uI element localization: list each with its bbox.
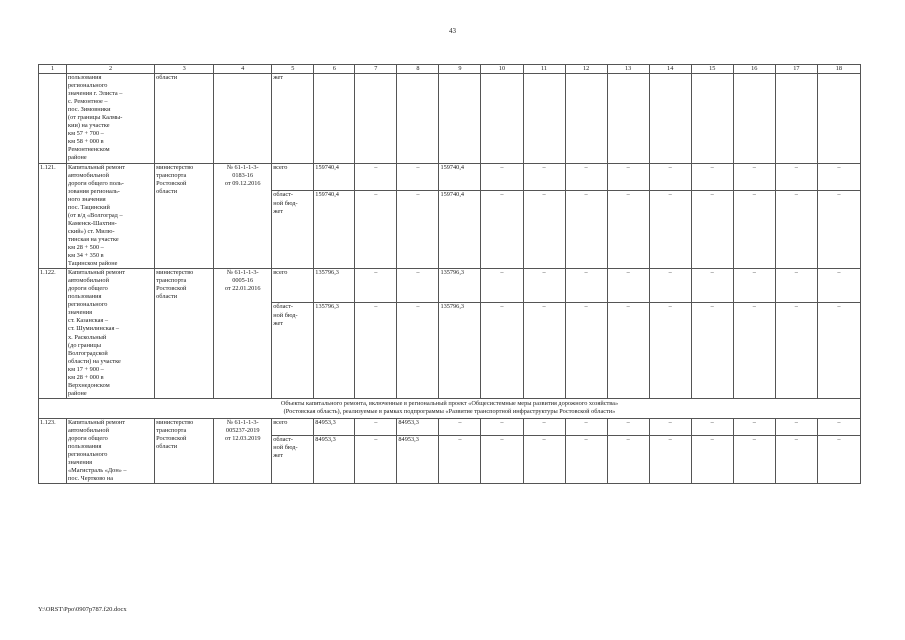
object-name-cell-line: км 34 + 350 в <box>68 252 104 260</box>
document-cell-line: 005237-2019 <box>225 426 260 434</box>
amount-cell: – <box>565 191 607 269</box>
object-name-cell-line: ст. Шумилинская – <box>68 325 120 333</box>
funding-source-cell-line: жет <box>273 319 284 327</box>
funding-source-cell <box>272 269 314 303</box>
amount-cell: – <box>607 303 649 398</box>
document-cell-line: № 61-1-1-3- <box>226 269 259 277</box>
object-name-cell-line: км 57 + 700 – <box>68 130 104 138</box>
customer-cell-line: Ростовской <box>156 285 187 293</box>
amount-cell: – <box>481 303 523 398</box>
amount-cell: – <box>355 436 397 484</box>
object-row <box>39 163 861 191</box>
object-name-cell-line: ст. Казанская – <box>68 317 108 325</box>
customer-cell-line: области <box>156 443 178 451</box>
object-name-cell-line: дороги общего <box>68 285 108 293</box>
file-path-footer: Y:\ORST\Ppo\0907p787.f20.docx <box>38 606 127 613</box>
continued-object-row <box>39 74 861 164</box>
column-header: 17 <box>775 65 817 74</box>
amount-cell <box>691 74 733 164</box>
amount-cell: – <box>565 269 607 303</box>
object-name-cell-line: Капитальный ремонт <box>68 163 126 171</box>
amount-cell <box>439 74 481 164</box>
amount-cell: – <box>649 163 691 191</box>
document-cell-line: от 09.12.2016 <box>224 179 261 187</box>
funding-source-cell-line: област- <box>273 436 294 444</box>
document-cell-line: от 22.01.2016 <box>224 285 261 293</box>
amount-cell: – <box>649 191 691 269</box>
funding-source-cell-line: всего <box>273 418 288 426</box>
amount-cell <box>314 74 355 164</box>
amount-cell: – <box>523 303 565 398</box>
customer-cell-line: области <box>156 74 178 81</box>
amount-cell: – <box>775 269 817 303</box>
customer-cell-line: области <box>156 187 178 195</box>
object-name-cell-line: ного значения <box>68 195 106 203</box>
funding-source-cell-line: всего <box>273 163 288 171</box>
amount-cell: – <box>733 303 775 398</box>
document-cell <box>214 269 272 399</box>
amount-cell: – <box>691 436 733 484</box>
customer-cell <box>155 74 214 164</box>
amount-cell: – <box>355 163 397 191</box>
funding-source-cell-line: ной бюд- <box>273 311 298 319</box>
amount-cell: – <box>397 191 439 269</box>
column-header: 2 <box>67 65 155 74</box>
total-amount-cell: 135796,3 <box>314 303 355 398</box>
amount-cell: – <box>523 269 565 303</box>
object-name-cell-line: (от в/д «Волгоград – <box>68 211 123 219</box>
column-header: 6 <box>314 65 355 74</box>
amount-cell: – <box>817 303 860 398</box>
object-name-cell-line: Волгоградской <box>68 349 108 357</box>
funding-source-cell-line: жет <box>273 452 284 460</box>
object-name-cell-line: пос. Зимовники <box>68 106 111 114</box>
object-number-cell <box>39 74 67 164</box>
column-header: 12 <box>565 65 607 74</box>
object-name-cell-line: Верхнедонском <box>68 381 110 389</box>
amount-cell: – <box>607 418 649 435</box>
section-heading-line: Объекты капитального ремонта, включенные в региональный проект «Общесистемные меры развития дорожного хозяйства» <box>280 399 619 407</box>
funding-source-cell-line: област- <box>273 303 294 311</box>
amount-cell: – <box>649 269 691 303</box>
section-heading-line: (Ростовская область), реализуемые в рамках подпрограммы «Развитие транспортной инфраструктуры Ростовской области» <box>283 408 616 416</box>
amount-cell: – <box>691 163 733 191</box>
amount-cell: – <box>817 163 860 191</box>
amount-cell: – <box>523 163 565 191</box>
object-name-cell-line: Тацинском районе <box>68 260 118 268</box>
column-header: 5 <box>272 65 314 74</box>
column-header: 9 <box>439 65 481 74</box>
customer-cell-line: транспорта <box>156 426 187 434</box>
amount-cell: – <box>397 163 439 191</box>
document-cell-line: 0005-16 <box>232 277 254 285</box>
column-header: 4 <box>214 65 272 74</box>
amount-cell: – <box>565 436 607 484</box>
amount-cell <box>733 74 775 164</box>
column-header: 13 <box>607 65 649 74</box>
amount-cell: – <box>355 418 397 435</box>
amount-cell: – <box>481 418 523 435</box>
object-name-cell <box>67 74 155 164</box>
column-header: 11 <box>523 65 565 74</box>
amount-cell: 135796,3 <box>439 269 481 303</box>
object-name-cell <box>67 269 155 399</box>
amount-cell: 159740,4 <box>439 191 481 269</box>
column-header: 14 <box>649 65 691 74</box>
funding-source-cell <box>272 303 314 398</box>
column-header: 7 <box>355 65 397 74</box>
document-cell-line: № 61-1-1-3- <box>226 418 259 426</box>
section-heading <box>39 398 861 418</box>
investment-objects-table <box>38 64 861 484</box>
document-cell <box>214 163 272 269</box>
object-name-cell-line: «Магистраль «Дон» – <box>68 467 127 475</box>
customer-cell-line: министерство <box>156 418 194 426</box>
customer-cell-line: Ростовской <box>156 434 187 442</box>
amount-cell: – <box>691 418 733 435</box>
object-number-cell: 1.122. <box>39 269 67 399</box>
object-name-cell-line: Капитальный ремонт <box>68 418 126 426</box>
page-number: 43 <box>449 27 456 35</box>
funding-source-cell <box>272 418 314 435</box>
amount-cell: – <box>775 303 817 398</box>
document-cell-line: № 61-1-1-3- <box>226 163 259 171</box>
amount-cell: 135796,3 <box>439 303 481 398</box>
amount-cell: – <box>397 269 439 303</box>
amount-cell: – <box>817 191 860 269</box>
amount-cell: – <box>649 418 691 435</box>
customer-cell-line: министерство <box>156 163 194 171</box>
object-name-cell-line: значения г. Элиста – <box>68 90 123 98</box>
object-name-cell-line: автомобильной <box>68 171 109 179</box>
amount-cell: – <box>691 303 733 398</box>
amount-cell: – <box>691 191 733 269</box>
document-cell <box>214 74 272 164</box>
object-name-cell-line: кии) на участке <box>68 122 110 130</box>
amount-cell <box>481 74 523 164</box>
amount-cell: – <box>649 436 691 484</box>
section-heading-row <box>39 398 861 418</box>
object-name-cell-line: регионального <box>68 82 108 90</box>
customer-cell-line: транспорта <box>156 171 187 179</box>
amount-cell: – <box>817 269 860 303</box>
object-name-cell-line: (от границы Калмы- <box>68 114 123 122</box>
amount-cell: – <box>523 191 565 269</box>
amount-cell: – <box>691 269 733 303</box>
object-name-cell-line: пользования <box>68 443 102 451</box>
amount-cell <box>565 74 607 164</box>
column-header: 10 <box>481 65 523 74</box>
object-name-cell-line: Каменск-Шахтин- <box>68 219 117 227</box>
amount-cell: 84953,3 <box>397 436 439 484</box>
document-cell-line: 0183-16 <box>232 171 254 179</box>
customer-cell-line: Ростовской <box>156 179 187 187</box>
object-name-cell-line: зования региональ- <box>68 187 120 195</box>
amount-cell: – <box>607 191 649 269</box>
object-name-cell-line: пользования <box>68 74 102 81</box>
object-row <box>39 269 861 303</box>
amount-cell: – <box>523 418 565 435</box>
object-name-cell-line: Ремонтненском <box>68 146 110 154</box>
amount-cell: – <box>481 191 523 269</box>
funding-source-cell-line: област- <box>273 191 294 199</box>
funding-source-cell-line: ной бюд- <box>273 199 298 207</box>
amount-cell: – <box>733 269 775 303</box>
amount-cell: – <box>439 418 481 435</box>
funding-source-cell-line: всего <box>273 269 288 277</box>
total-amount-cell: 159740,4 <box>314 163 355 191</box>
object-name-cell <box>67 418 155 483</box>
document-cell-line: от 12.03.2019 <box>224 434 261 442</box>
column-header: 16 <box>733 65 775 74</box>
funding-source-cell-line: жет <box>273 207 284 215</box>
funding-source-cell <box>272 436 314 484</box>
amount-cell: – <box>733 436 775 484</box>
column-header: 3 <box>155 65 214 74</box>
amount-cell: – <box>775 418 817 435</box>
amount-cell: 159740,4 <box>439 163 481 191</box>
amount-cell: – <box>775 163 817 191</box>
total-amount-cell: 159740,4 <box>314 191 355 269</box>
funding-source-cell <box>272 163 314 191</box>
funding-source-cell-line: жет <box>273 74 284 81</box>
amount-cell: – <box>523 436 565 484</box>
amount-cell: – <box>817 436 860 484</box>
object-name-cell-line: пос. Чертково на <box>68 475 114 483</box>
amount-cell: – <box>775 191 817 269</box>
object-name-cell-line: области) на участке <box>68 357 121 365</box>
amount-cell <box>817 74 860 164</box>
customer-cell-line: области <box>156 293 178 301</box>
amount-cell: – <box>397 303 439 398</box>
object-name-cell-line: значения <box>68 459 93 467</box>
customer-cell-line: транспорта <box>156 277 187 285</box>
amount-cell: – <box>607 269 649 303</box>
object-name-cell-line: районе <box>68 389 87 397</box>
amount-cell: – <box>649 303 691 398</box>
amount-cell <box>607 74 649 164</box>
amount-cell: – <box>817 418 860 435</box>
amount-cell: – <box>733 418 775 435</box>
customer-cell-line: министерство <box>156 269 194 277</box>
object-name-cell-line: Капитальный ремонт <box>68 269 126 277</box>
amount-cell: – <box>565 163 607 191</box>
amount-cell: – <box>481 269 523 303</box>
amount-cell <box>649 74 691 164</box>
total-amount-cell: 84953,3 <box>314 418 355 435</box>
object-name-cell-line: ский») ст. Милю- <box>68 227 115 235</box>
funding-source-cell <box>272 74 314 164</box>
object-name-cell-line: (до границы <box>68 341 101 349</box>
amount-cell: – <box>733 191 775 269</box>
amount-cell <box>397 74 439 164</box>
column-header: 15 <box>691 65 733 74</box>
object-row <box>39 418 861 435</box>
object-name-cell-line: пользования <box>68 293 102 301</box>
object-name-cell-line: регионального <box>68 451 108 459</box>
amount-cell: – <box>439 436 481 484</box>
amount-cell: – <box>355 191 397 269</box>
amount-cell: – <box>481 436 523 484</box>
object-name-cell <box>67 163 155 269</box>
document-cell <box>214 418 272 483</box>
object-name-cell-line: тинская на участке <box>68 235 119 243</box>
amount-cell: – <box>607 436 649 484</box>
object-name-cell-line: пос. Тацинский <box>68 203 110 211</box>
object-name-cell-line: автомобильной <box>68 277 109 285</box>
total-amount-cell: 84953,3 <box>314 436 355 484</box>
object-name-cell-line: регионального <box>68 301 108 309</box>
column-header: 18 <box>817 65 860 74</box>
column-number-row <box>39 65 861 74</box>
object-number-cell: 1.121. <box>39 163 67 269</box>
amount-cell <box>523 74 565 164</box>
object-name-cell-line: км 28 + 000 в <box>68 373 104 381</box>
column-header: 8 <box>397 65 439 74</box>
customer-cell <box>155 269 214 399</box>
amount-cell: – <box>355 269 397 303</box>
column-header: 1 <box>39 65 67 74</box>
funding-source-cell-line: ной бюд- <box>273 444 298 452</box>
amount-cell <box>775 74 817 164</box>
amount-cell: – <box>733 163 775 191</box>
amount-cell: – <box>481 163 523 191</box>
amount-cell: – <box>607 163 649 191</box>
amount-cell <box>355 74 397 164</box>
object-name-cell-line: км 28 + 500 – <box>68 243 104 251</box>
amount-cell: – <box>355 303 397 398</box>
customer-cell <box>155 163 214 269</box>
funding-source-cell <box>272 191 314 269</box>
object-name-cell-line: дороги общего поль- <box>68 179 124 187</box>
object-name-cell-line: х. Раскольный <box>68 333 107 341</box>
amount-cell: – <box>565 418 607 435</box>
object-name-cell-line: км 17 + 900 – <box>68 365 104 373</box>
amount-cell: – <box>775 436 817 484</box>
amount-cell: 84953,3 <box>397 418 439 435</box>
object-name-cell-line: автомобильной <box>68 426 109 434</box>
object-name-cell-line: дороги общего <box>68 434 108 442</box>
total-amount-cell: 135796,3 <box>314 269 355 303</box>
object-name-cell-line: км 58 + 000 в <box>68 138 104 146</box>
amount-cell: – <box>565 303 607 398</box>
object-name-cell-line: районе <box>68 154 87 162</box>
object-number-cell: 1.123. <box>39 418 67 483</box>
customer-cell <box>155 418 214 483</box>
object-name-cell-line: с. Ремонтное – <box>68 98 108 106</box>
object-name-cell-line: значения <box>68 309 93 317</box>
